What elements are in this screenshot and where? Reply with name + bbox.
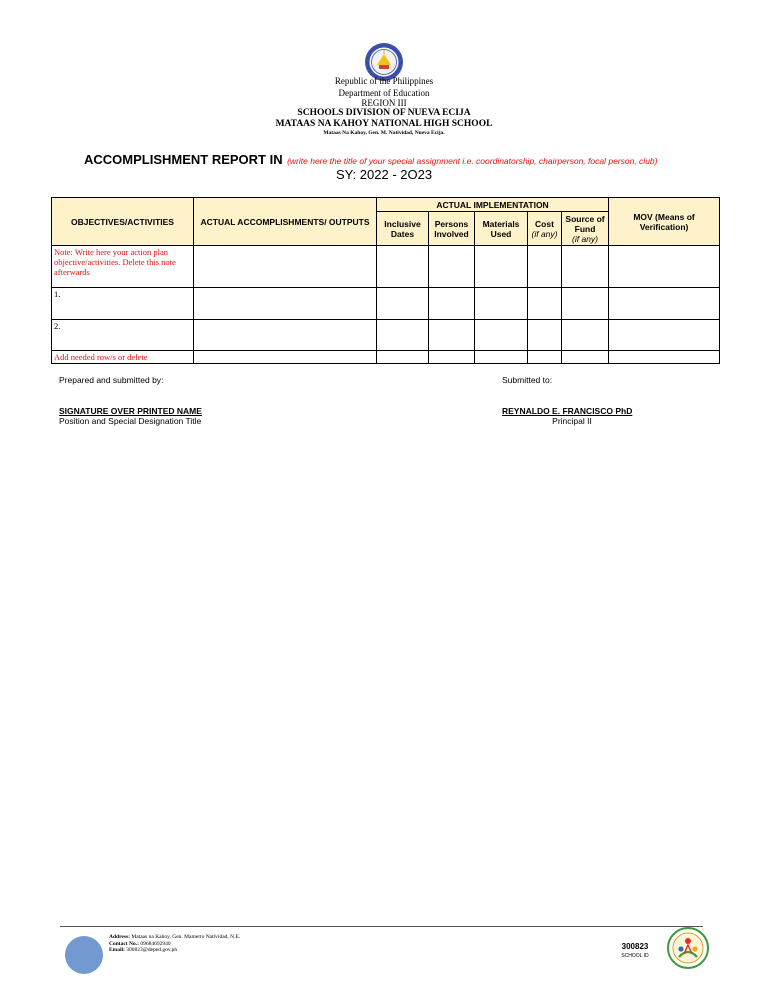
table-cell[interactable] bbox=[377, 288, 429, 320]
header-persons-involved: Persons Involved bbox=[429, 212, 475, 246]
header-inclusive-dates: Inclusive Dates bbox=[377, 212, 429, 246]
header-materials-used: Materials Used bbox=[475, 212, 528, 246]
header-actual-implementation: ACTUAL IMPLEMENTATION bbox=[377, 198, 609, 212]
table-row bbox=[52, 246, 720, 288]
letterhead-republic: Republic of the Philippines bbox=[334, 76, 434, 86]
letterhead-address: Mataas Na Kahoy, Gen. M. Natividad, Nueva Ecija. bbox=[323, 130, 445, 136]
table-cell[interactable] bbox=[528, 351, 562, 364]
report-title-note: (write here the title of your special assignment i.e. coordinatorship, chairperson, focal person, club) bbox=[287, 156, 658, 166]
table-cell[interactable] bbox=[429, 288, 475, 320]
contact-label: Contact No.: bbox=[109, 940, 139, 947]
prepared-by-title: Position and Special Designation Title bbox=[59, 416, 202, 426]
table-cell[interactable] bbox=[429, 351, 475, 364]
header-source-note: (if any) bbox=[572, 233, 598, 244]
header-source-of-fund bbox=[562, 212, 609, 246]
school-logo-icon bbox=[667, 927, 709, 969]
row-note-cell[interactable]: Note: Write here your action plan objective/activities. Delete this note afterwards bbox=[52, 246, 194, 288]
header-source-label: Source of Fund bbox=[565, 213, 605, 234]
table-cell[interactable] bbox=[377, 246, 429, 288]
letterhead-school: MATAAS NA KAHOY NATIONAL HIGH SCHOOL bbox=[275, 119, 493, 129]
table-cell[interactable] bbox=[609, 351, 720, 364]
school-id-number: 300823 bbox=[621, 942, 649, 951]
table-cell[interactable] bbox=[562, 288, 609, 320]
submitted-to-title: Principal II bbox=[552, 416, 592, 426]
footer-contact-block bbox=[109, 934, 240, 954]
letterhead-department: Department of Education bbox=[338, 88, 430, 98]
table-cell[interactable] bbox=[194, 351, 377, 364]
table-cell[interactable] bbox=[528, 288, 562, 320]
row-add-cell[interactable]: Add needed row/s or delete bbox=[52, 351, 194, 364]
submitted-to-label: Submitted to: bbox=[502, 375, 553, 385]
table-cell[interactable] bbox=[377, 351, 429, 364]
submitted-to-name: REYNALDO E. FRANCISCO PhD bbox=[502, 406, 633, 416]
school-year: SY: 2022 - 2O23 bbox=[335, 167, 433, 182]
accomplishment-table bbox=[51, 197, 720, 364]
table-cell[interactable] bbox=[475, 288, 528, 320]
table-row bbox=[52, 320, 720, 351]
prepared-by-name: SIGNATURE OVER PRINTED NAME bbox=[59, 406, 202, 416]
table-cell[interactable] bbox=[429, 246, 475, 288]
school-id-block bbox=[610, 942, 660, 959]
table-cell[interactable] bbox=[475, 246, 528, 288]
table-cell[interactable] bbox=[528, 320, 562, 351]
letterhead-division: SCHOOLS DIVISION OF NUEVA ECIJA bbox=[297, 108, 471, 118]
table-cell[interactable] bbox=[562, 351, 609, 364]
email-value: 300823@deped.gov.ph bbox=[126, 947, 178, 953]
table-cell[interactable] bbox=[429, 320, 475, 351]
row-2-cell[interactable]: 2. bbox=[52, 320, 194, 351]
table-row bbox=[52, 351, 720, 364]
table-cell[interactable] bbox=[609, 320, 720, 351]
table-cell[interactable] bbox=[562, 320, 609, 351]
footer-circle bbox=[65, 936, 103, 974]
table-cell[interactable] bbox=[194, 288, 377, 320]
row-1-cell[interactable]: 1. bbox=[52, 288, 194, 320]
header-cost bbox=[528, 212, 562, 246]
table-cell[interactable] bbox=[609, 246, 720, 288]
address-label: Address: bbox=[109, 934, 130, 940]
table-cell[interactable] bbox=[475, 351, 528, 364]
header-mov: MOV (Means of Verification) bbox=[609, 198, 720, 246]
report-title-main: ACCOMPLISHMENT REPORT IN bbox=[84, 152, 283, 167]
header-accomplishments: ACTUAL ACCOMPLISHMENTS/ OUTPUTS bbox=[194, 198, 377, 246]
letterhead-region: REGION III bbox=[361, 98, 407, 108]
table-cell[interactable] bbox=[194, 320, 377, 351]
header-objectives: OBJECTIVES/ACTIVITIES bbox=[52, 198, 194, 246]
table-row bbox=[52, 288, 720, 320]
table-cell[interactable] bbox=[562, 246, 609, 288]
prepared-by-label: Prepared and submitted by: bbox=[59, 375, 164, 385]
school-id-label: SCHOOL ID bbox=[621, 953, 649, 959]
email-label: Email: bbox=[109, 947, 125, 953]
table-cell[interactable] bbox=[377, 320, 429, 351]
header-cost-note: (if any) bbox=[531, 228, 558, 239]
address-value: Mataas na Kahoy, Gen. Mamerto Natividad, N.E. bbox=[131, 934, 241, 940]
header-cost-label: Cost bbox=[535, 218, 554, 229]
table-cell[interactable] bbox=[609, 288, 720, 320]
contact-value: 09684692940 bbox=[140, 940, 171, 947]
table-cell[interactable] bbox=[528, 246, 562, 288]
table-cell[interactable] bbox=[475, 320, 528, 351]
table-cell[interactable] bbox=[194, 246, 377, 288]
footer-divider bbox=[60, 926, 703, 927]
